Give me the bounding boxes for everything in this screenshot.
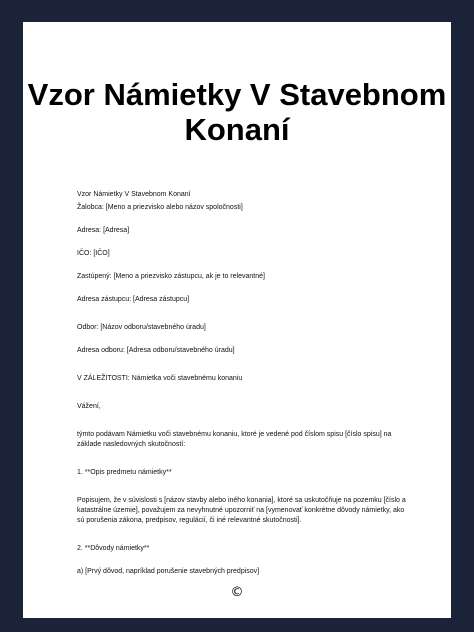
section1-heading: 1. **Opis predmetu námietky**	[77, 469, 172, 476]
department-address-line: Adresa odboru: [Adresa odboru/stavebného úradu]	[77, 347, 235, 354]
document-body	[77, 168, 407, 577]
section2-heading: 2. **Dôvody námietky**	[77, 545, 150, 552]
salutation-line: Vážení,	[77, 403, 101, 410]
intro-paragraph: týmto podávam Námietku voči stavebnému konaniu, ktoré je vedené pod číslom spisu [číslo spisu] na základe nasledovných skutočností:	[77, 431, 392, 448]
representative-address-line: Adresa zástupcu: [Adresa zástupcu]	[77, 296, 190, 303]
document-page	[23, 22, 451, 618]
document-heading: Vzor Námietky V Stavebnom Konaní	[77, 191, 191, 198]
document-title: Vzor Námietky V Stavebnom Konaní	[27, 77, 447, 147]
copyright-icon: ©	[230, 585, 244, 600]
subject-line: V ZÁLEŽITOSTI: Námietka voči stavebnému konaniu	[77, 375, 243, 382]
section2-item-a: a) [Prvý dôvod, napríklad porušenie stavebných predpisov]	[77, 568, 260, 575]
ico-line: IČO: [IČO]	[77, 250, 110, 257]
plaintiff-line: Žalobca: [Meno a priezvisko alebo názov spoločnosti]	[77, 204, 243, 211]
section1-paragraph: Popisujem, že v súvislosti s [názov stavby alebo iného konania], ktoré sa uskutočňuje na pozemku [číslo a katastrálne územie], považujem za nevyhnutné upozorniť na [vymenovať konkrétne dôvody námietky, ako sú porušenia zákona, predpisov, regulácií, či iné relevantné skutočnosti].	[77, 497, 406, 524]
address-line: Adresa: [Adresa]	[77, 227, 130, 234]
department-line: Odbor: [Názov odboru/stavebného úradu]	[77, 324, 206, 331]
representative-line: Zastúpený: [Meno a priezvisko zástupcu, ak je to relevantné]	[77, 273, 265, 280]
